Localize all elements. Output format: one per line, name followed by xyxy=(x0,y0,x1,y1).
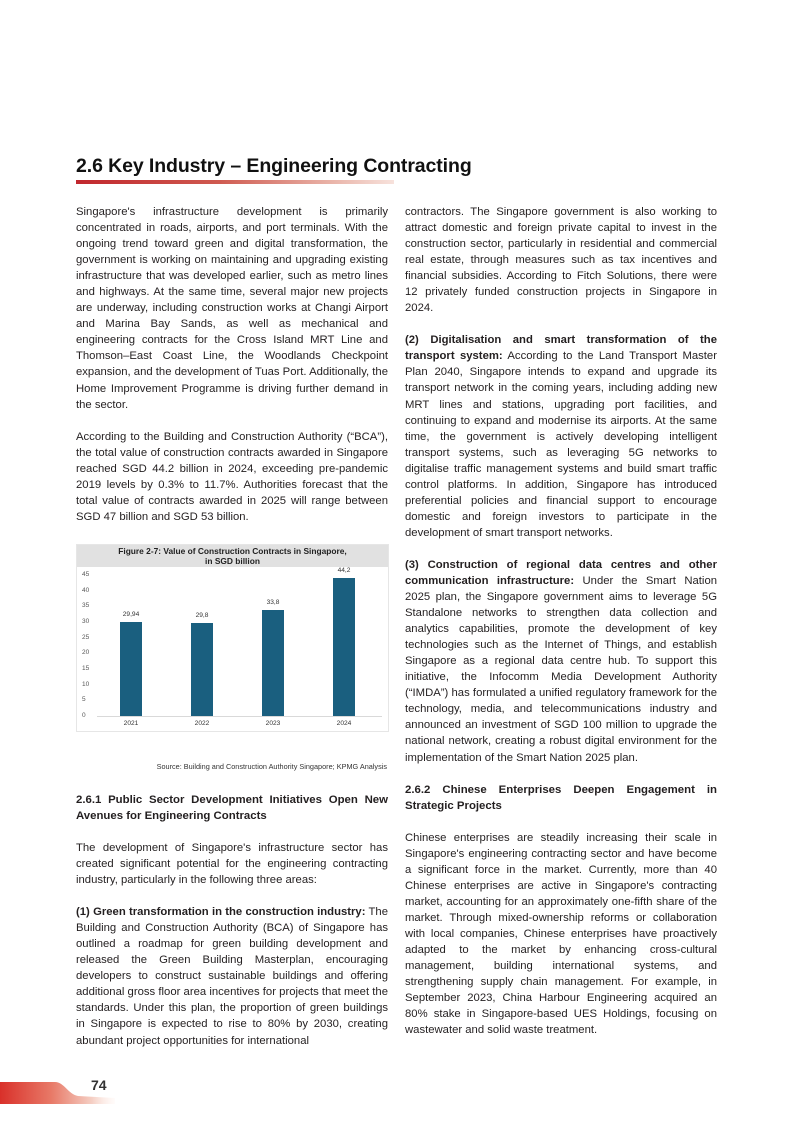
bar-2023 xyxy=(262,610,284,716)
section-heading-2-6-1: 2.6.1 Public Sector Development Initiatives Open New Avenues for Engineering Contracts xyxy=(76,794,388,822)
contractors-paragraph: contractors. The Singapore government is also working to attract domestic and foreign private capital to invest in the construction sector, particularly in residential and commercial real estate, through measures such as tax incentives and financial subsidies. According to Fitch Solutions, there were 12 privately funded construction projects in Singapore in 2024. xyxy=(405,206,717,315)
x-axis-line xyxy=(97,716,382,717)
page-title: 2.6 Key Industry – Engineering Contracting xyxy=(76,155,472,177)
left-column-lower xyxy=(76,792,388,1049)
figure-2-7 xyxy=(76,544,389,732)
item-1-heading: (1) Green transformation in the construction industry: xyxy=(76,906,366,919)
bar-value-label: 29,8 xyxy=(195,611,209,619)
section-heading-2-6-2: 2.6.2 Chinese Enterprises Deepen Engagement in Strategic Projects xyxy=(405,783,717,812)
bar-value-label: 29,94 xyxy=(122,611,140,619)
item-3-heading: (3) Construction of regional data centres and other communication infrastructure: xyxy=(405,558,717,587)
chinese-enterprises-paragraph: Chinese enterprises are steadily increasing their scale in Singapore's engineering contracting sector and have become a significant force in the market. Currently, more than 40 Chinese enterprises are active in Singapore's contracting market, accounting for an approximately one-fifth share of the market. Through mixed-ownership reforms or collaboration with local companies, Chinese enterprises have proactively adapted to the market by enhancing cross-cultural management, building international systems, and strengthening supply chain management. For example, in September 2023, China Harbour Engineering acquired an 80% stake in Singapore-based UES Holdings, focusing on wastewater and solid waste treatment. xyxy=(405,831,717,1037)
x-axis-tick: 2022 xyxy=(194,720,210,727)
bar-2022 xyxy=(191,623,213,716)
item-1-paragraph: (1) Green transformation in the construction industry: The Building and Construction Authority (BCA) of Singapore has outlined a roadmap for green building development and released the Green Building Masterplan, encouraging developers to construct sustainable buildings and offering additional gross floor area incentives for projects that meet the standards. Under this plan, the proportion of green buildings in Singapore is expected to rise to 80% by 2030, creating abundant project opportunities for international xyxy=(76,906,388,1047)
x-axis-tick: 2021 xyxy=(123,720,139,727)
bca-paragraph: According to the Building and Construction Authority (“BCA”), the total value of construction contracts awarded in Singapore reached SGD 44.2 billion in 2024, exceeding pre-pandemic 2019 levels by 0.3% to 11.7%. Authorities forecast that the total value of contracts awarded in 2025 will range between SGD 47 billion and SGD 53 billion. xyxy=(76,430,388,523)
bar-value-label: 44,2 xyxy=(337,566,351,574)
page-number: 74 xyxy=(91,1077,107,1093)
y-axis-tick: 0 xyxy=(82,712,86,719)
figure-title: Figure 2-7: Value of Construction Contracts in Singapore, in SGD billion xyxy=(77,545,388,567)
item-2-heading: (2) Digitalisation and smart transformation of the transport system: xyxy=(405,334,717,363)
y-axis-tick: 45 xyxy=(82,571,90,578)
y-axis-tick: 5 xyxy=(82,696,86,704)
y-axis-tick: 40 xyxy=(82,586,90,594)
item-3-paragraph: (3) Construction of regional data centres and other communication infrastructure: Under the Smart Nation 2025 plan, the Singapore government aims to leverage 5G Standalone networks to strengthen data collection and analytics capabilities, promote the development of key technologies such as the Internet of Things, and establish Singapore as a regional data centre hub. To support this initiative, the Infocomm Media Development Authority (“IMDA”) has formulated a unified regulatory framework for the technology, media, and telecommunications industry and announced an investment of SGD 100 million to upgrade the national network, creating a robust digital environment for the implementation of the Smart Nation 2025 plan. xyxy=(405,558,718,764)
bar-2024 xyxy=(333,578,355,716)
right-column xyxy=(405,204,717,1038)
intro-paragraph: Singapore's infrastructure development is primarily concentrated in roads, airports, and port terminals. With the ongoing trend toward green and digital transformation, the government is working on maintaining and upgrading existing infrastructure that was developed earlier, such as metro lines and highways. At the same time, several major new projects are underway, including construction works at Changi Airport and Marina Bay Sands, as well as mechanical and engineering contracts for the Cross Island MRT Line and Thomson–East Coast Line, the Woodlands Checkpoint expansion, and the development of Tuas Port. Additionally, the Home Improvement Programme is driving further demand in the sector. xyxy=(76,206,388,411)
y-axis-tick: 15 xyxy=(82,665,90,672)
item-2-paragraph: (2) Digitalisation and smart transformation of the transport system: According to the Land Transport Master Plan 2040, Singapore intends to expand and upgrade its transport network in the coming years, including adding new MRT lines and stations, upgrading port facilities, and continuing to expand and modernise its airports. At the same time, the government is actively developing intelligent transport systems, such as leveraging 5G networks to digitalise traffic management systems and build smart traffic control platforms. In addition, Singapore has introduced preferential policies and financial support to encourage domestic and foreign investors to participate in the development of smart transport networks. xyxy=(405,334,717,539)
x-axis-tick: 2024 xyxy=(336,720,352,727)
y-axis-tick: 10 xyxy=(82,680,90,688)
y-axis-tick: 25 xyxy=(82,633,90,641)
left-column xyxy=(76,204,388,525)
y-axis-tick: 20 xyxy=(82,649,90,657)
areas-intro-paragraph: The development of Singapore's infrastructure sector has created significant potential for the engineering contracting industry, particularly in the following three areas: xyxy=(76,842,388,887)
x-axis-tick: 2023 xyxy=(265,720,281,727)
figure-source: Source: Building and Construction Authority Singapore; KPMG Analysis xyxy=(156,762,387,771)
y-axis-tick: 35 xyxy=(82,602,90,610)
bar-2021 xyxy=(120,622,142,716)
bar-chart xyxy=(77,566,390,733)
title-underline xyxy=(76,180,394,184)
bar-value-label: 33,8 xyxy=(266,599,280,607)
y-axis-tick: 30 xyxy=(82,618,90,625)
